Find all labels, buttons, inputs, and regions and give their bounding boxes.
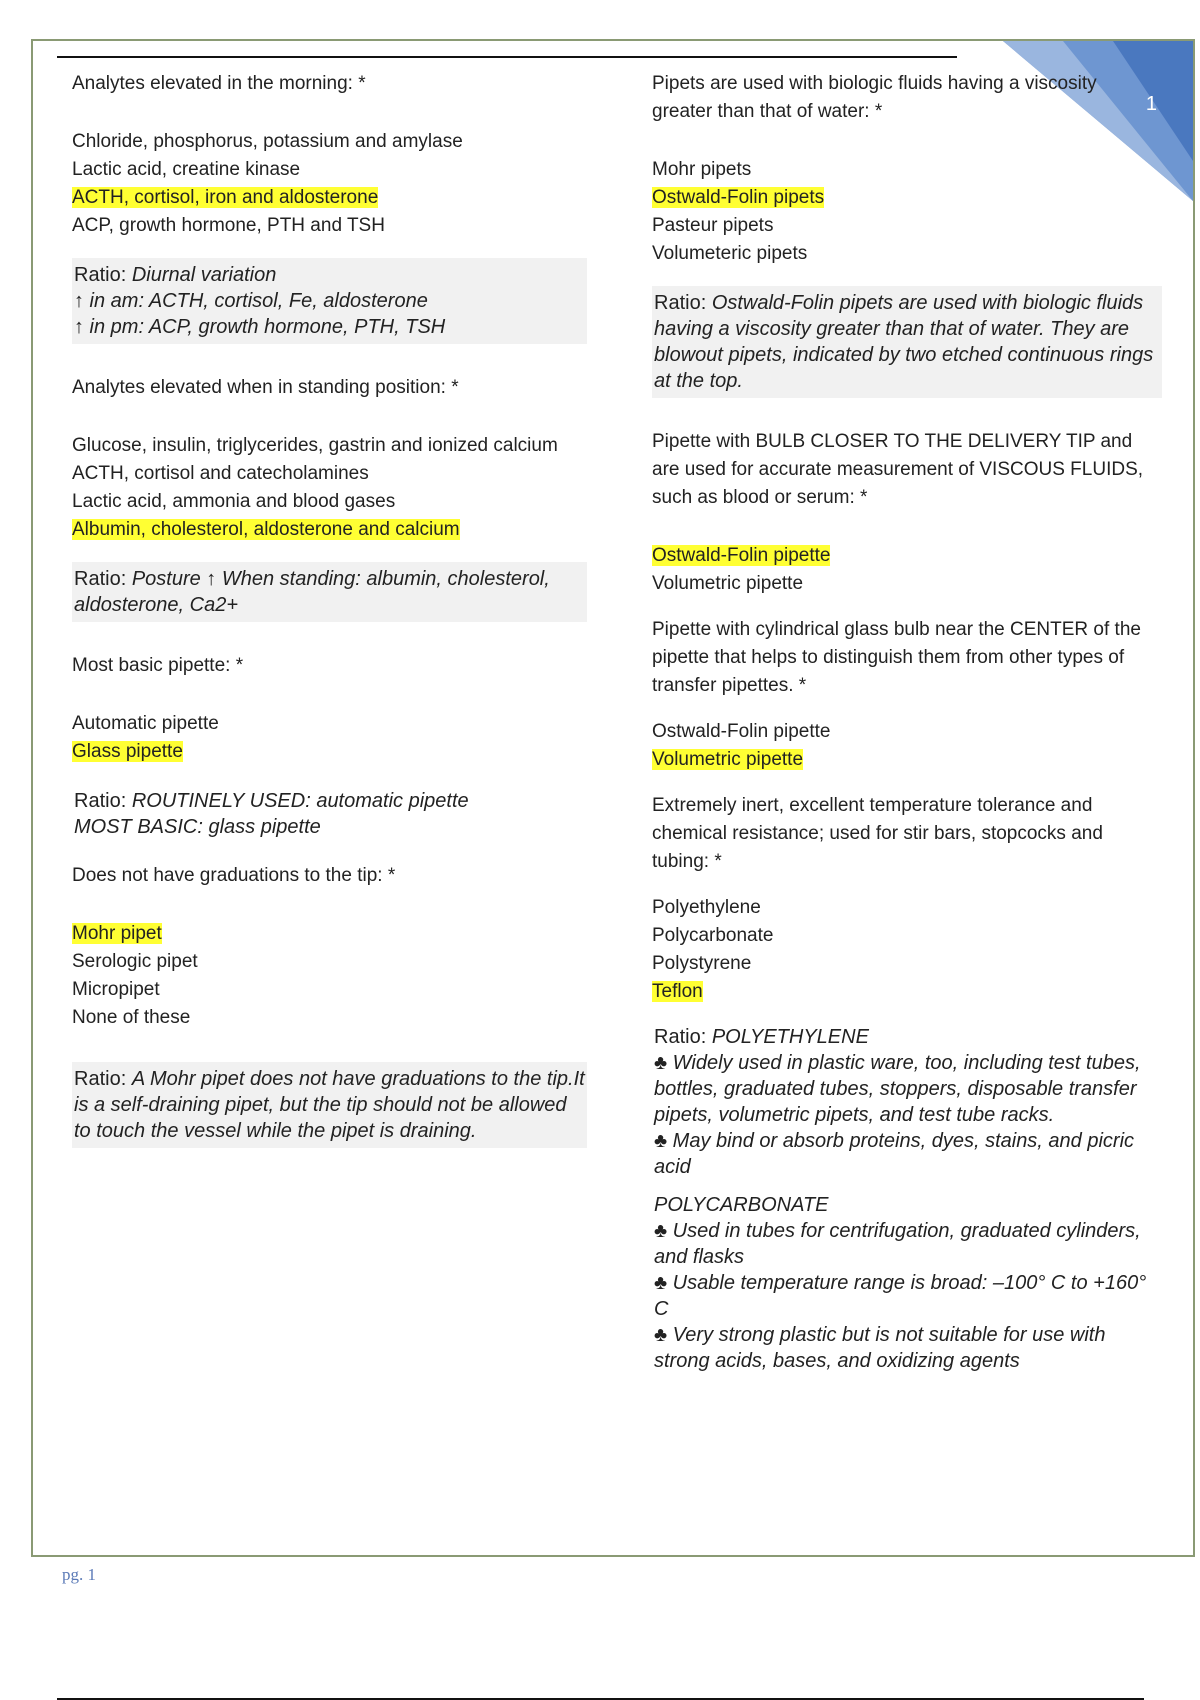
ratio-box [72, 1062, 587, 1148]
left-column [72, 70, 587, 1148]
question-5: Pipets are used with biologic fluids having a viscosity greater than that of water: * [652, 73, 1097, 122]
ratio-line: ↑ in am: ACTH, cortisol, Fe, aldosterone [74, 290, 428, 312]
ratio-label: Ratio: [74, 568, 127, 590]
ratio-label: Ratio: [74, 264, 127, 286]
option: Lactic acid, ammonia and blood gases [72, 491, 396, 512]
ratio-box [72, 258, 587, 344]
ratio-text: A Mohr pipet does not have graduations to the tip.It is a self-draining pipet, but the tip should not be allowed to touch the vessel while the pipet is draining. [74, 1068, 585, 1142]
ratio-line: MOST BASIC: glass pipette [74, 816, 321, 838]
option-correct: Mohr pipet [72, 923, 162, 944]
page-footer: pg. 1 [62, 1565, 96, 1584]
option: Micropipet [72, 979, 160, 1000]
ratio-label: Ratio: [74, 790, 127, 812]
option: Glucose, insulin, triglycerides, gastrin and ionized calcium [72, 435, 558, 456]
option: ACP, growth hormone, PTH and TSH [72, 215, 385, 236]
top-rule [57, 56, 957, 58]
ratio-bullet: ♣ Very strong plastic but is not suitable for use with strong acids, bases, and oxidizing agents [654, 1324, 1106, 1372]
ratio-line: ↑ in pm: ACP, growth hormone, PTH, TSH [74, 316, 446, 338]
ratio-label: Ratio: [654, 1026, 707, 1048]
question-4: Does not have graduations to the tip: * [72, 865, 396, 886]
question-1: Analytes elevated in the morning: * [72, 73, 366, 94]
question-2: Analytes elevated when in standing position: * [72, 377, 459, 398]
option: ACTH, cortisol and catecholamines [72, 463, 369, 484]
option: Ostwald-Folin pipette [652, 721, 831, 742]
ratio-bullet: ♣ Usable temperature range is broad: –100° C to +160° C [654, 1272, 1147, 1320]
option-correct: Teflon [652, 981, 703, 1002]
ratio-label: Ratio: [654, 292, 707, 314]
ratio-bullet: ♣ May bind or absorb proteins, dyes, stains, and picric acid [654, 1130, 1135, 1178]
option-correct: Ostwald-Folin pipette [652, 545, 831, 566]
option: Volumeteric pipets [652, 243, 808, 264]
option: Volumetric pipette [652, 573, 804, 594]
right-column [652, 70, 1162, 1374]
option: Lactic acid, creatine kinase [72, 159, 301, 180]
ratio-text: Posture ↑ When standing: albumin, cholesterol, aldosterone, Ca2+ [74, 568, 550, 616]
ratio-line: Diurnal variation [131, 264, 277, 286]
ratio-line: ROUTINELY USED: automatic pipette [131, 790, 469, 812]
ratio-bullet: ♣ Widely used in plastic ware, too, including test tubes, bottles, graduated tubes, stoppers, disposable transfer pipets, volumetric pipets, and test tube racks. [654, 1052, 1141, 1126]
question-8: Extremely inert, excellent temperature tolerance and chemical resistance; used for stir bars, stopcocks and tubing: * [652, 795, 1103, 872]
ratio-heading: POLYETHYLENE [711, 1026, 869, 1048]
option-correct: Glass pipette [72, 741, 183, 762]
ratio-box [72, 784, 587, 844]
option: None of these [72, 1007, 191, 1028]
option: Automatic pipette [72, 713, 219, 734]
page-number: 1 [1145, 93, 1157, 115]
ratio-heading: POLYCARBONATE [654, 1194, 829, 1216]
option-correct: Albumin, cholesterol, aldosterone and calcium [72, 519, 460, 540]
ratio-text: Ostwald-Folin pipets are used with biologic fluids having a viscosity greater than that of water. They are blowout pipets, indicated by two etched continuous rings at the top. [654, 292, 1154, 392]
option-correct: Volumetric pipette [652, 749, 804, 770]
option-correct: Ostwald-Folin pipets [652, 187, 825, 208]
option: Mohr pipets [652, 159, 752, 180]
option: Polystyrene [652, 953, 752, 974]
question-3: Most basic pipette: * [72, 655, 244, 676]
ratio-box [652, 1024, 1162, 1374]
option-correct: ACTH, cortisol, iron and aldosterone [72, 187, 379, 208]
question-7: Pipette with cylindrical glass bulb near the CENTER of the pipette that helps to distinguish them from other types of transfer pipettes. * [652, 619, 1141, 696]
ratio-box [72, 562, 587, 622]
option: Polyethylene [652, 897, 761, 918]
question-6: Pipette with BULB CLOSER TO THE DELIVERY TIP and are used for accurate measurement of VISCOUS FLUIDS, such as blood or serum: * [652, 431, 1144, 508]
option: Pasteur pipets [652, 215, 774, 236]
ratio-box [652, 286, 1162, 398]
option: Polycarbonate [652, 925, 774, 946]
option: Serologic pipet [72, 951, 198, 972]
option: Chloride, phosphorus, potassium and amylase [72, 131, 463, 152]
ratio-bullet: ♣ Used in tubes for centrifugation, graduated cylinders, and flasks [654, 1220, 1141, 1268]
ratio-label: Ratio: [74, 1068, 127, 1090]
